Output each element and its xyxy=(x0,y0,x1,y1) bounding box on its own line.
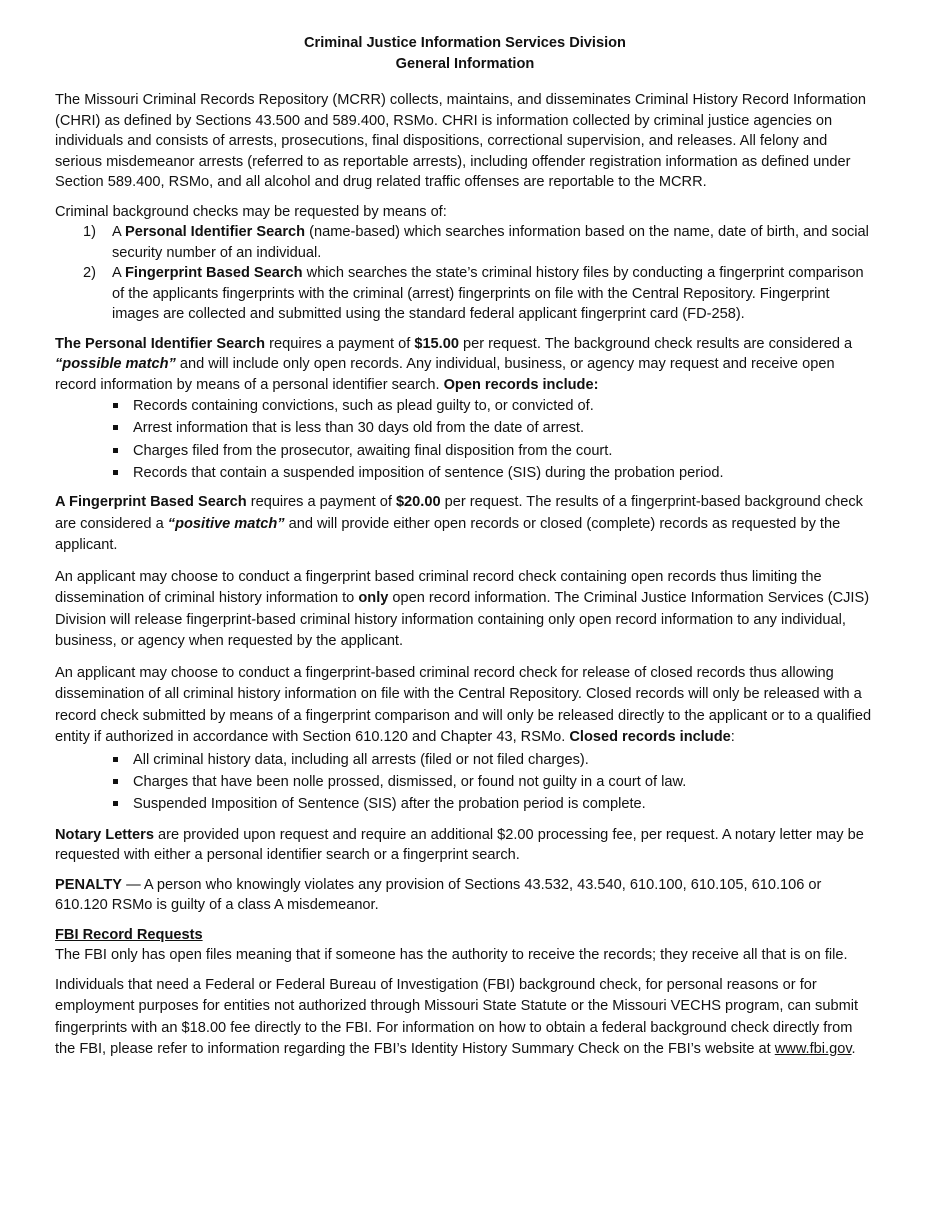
notary-paragraph: Notary Letters are provided upon request and require an additional $2.00 processing fee, per request. A notary letter may be requested with either a personal identifier search or a fingerprint search. xyxy=(55,826,864,864)
open-records-list xyxy=(55,395,875,484)
closed-records-list xyxy=(55,749,875,816)
list-item: Records that contain a suspended imposition of sentence (SIS) during the probation period. xyxy=(55,462,875,484)
penalty-paragraph: PENALTY — A person who knowingly violates any provision of Sections 43.532, 43.540, 610.100, 610.105, 610.106 or 610.120 RSMo is guilty of a class A misdemeanor. xyxy=(55,876,822,914)
document-page xyxy=(55,33,875,1070)
list-item: Arrest information that is less than 30 days old from the date of arrest. xyxy=(55,417,875,439)
intro-paragraph: The Missouri Criminal Records Repository (MCRR) collects, maintains, and disseminates Criminal History Record Information (CHRI) as defined by Sections 43.500 and 589.400, RSMo. CHRI is information collected by criminal justice agencies on individuals and consists of arrests, prosecutions, final dispositions, correctional supervision, and releases. All felony and serious misdemeanor arrests (referred to as reportable arrests), including offender registration information as defined under Section 589.400, RSMo, and all alcohol and drug related traffic offenses are reportable to the MCRR. xyxy=(55,92,867,190)
list-item: Charges filed from the prosecutor, awaiting final disposition from the court. xyxy=(55,440,875,462)
fbi-heading: FBI Record Requests xyxy=(55,926,203,943)
list-item: 2) A Fingerprint Based Search which searches the state’s criminal history files by conducting a fingerprint comparison of the applicants fingerprints with the criminal (arrest) fingerprints on file with the Central Repository. Fingerprint images are collected and submitted using the standard federal applicant fingerprint card (FD-258). xyxy=(83,265,864,322)
search-types-list xyxy=(55,222,875,325)
fingerprint-search-paragraph: A Fingerprint Based Search requires a payment of $20.00 per request. The results of a fingerprint-based background check are considered a “positive match” and will provide either open records or closed (complete) records as requested by the applicant. xyxy=(55,494,863,554)
list-item: Records containing convictions, such as plead guilty to, or convicted of. xyxy=(55,395,875,417)
list-item: All criminal history data, including all arrests (filed or not filed charges). xyxy=(55,749,875,771)
personal-identifier-paragraph: The Personal Identifier Search requires a payment of $15.00 per request. The background check results are considered a “possible match” and will include only open records. Any individual, business, or agency may request and receive open record information by means of a personal identifier search. Open records include: xyxy=(55,335,853,393)
closed-records-paragraph: An applicant may choose to conduct a fingerprint-based criminal record check for release of closed records thus allowing dissemination of all criminal history information on file with the Central Repository. Closed records will only be released with a record check submitted by means of a fingerprint comparison and will only be released directly to the applicant or to a qualified entity if authorized in accordance with Section 610.120 and Chapter 43, RSMo. Closed records include: xyxy=(55,664,872,746)
open-records-paragraph: An applicant may choose to conduct a fingerprint based criminal record check containing open records thus limiting the dissemination of criminal history information to only open record information. The Criminal Justice Information Services (CJIS) Division will release fingerprint-based criminal history information containing only open record information to any individual, business, or agency when requested by the applicant. xyxy=(55,568,870,650)
list-item: Charges that have been nolle prossed, dismissed, or found not guilty in a court of law. xyxy=(55,771,875,793)
fbi-paragraph-2: Individuals that need a Federal or Federal Bureau of Investigation (FBI) background check, for personal reasons or for employment purposes for entities not authorized through Missouri State Statute or the Missouri VECHS program, can submit fingerprints with an $18.00 fee directly to the FBI. For information on how to obtain a federal background check directly from the FBI, please refer to information regarding the FBI’s Identity History Summary Check on the FBI’s website at www.fbi.gov. xyxy=(55,976,859,1058)
fbi-paragraph-1: The FBI only has open files meaning that if someone has the authority to receive the records; they receive all that is on file. xyxy=(55,947,848,964)
fbi-website-link[interactable]: www.fbi.gov xyxy=(774,1041,852,1058)
list-item: 1) A Personal Identifier Search (name-based) which searches information based on the name, date of birth, and social security number of an individual. xyxy=(83,224,869,261)
list-item: Suspended Imposition of Sentence (SIS) after the probation period is complete. xyxy=(55,793,875,815)
document-title: Criminal Justice Information Services Division General Information xyxy=(304,35,626,72)
means-lead: Criminal background checks may be requested by means of: xyxy=(55,203,447,220)
